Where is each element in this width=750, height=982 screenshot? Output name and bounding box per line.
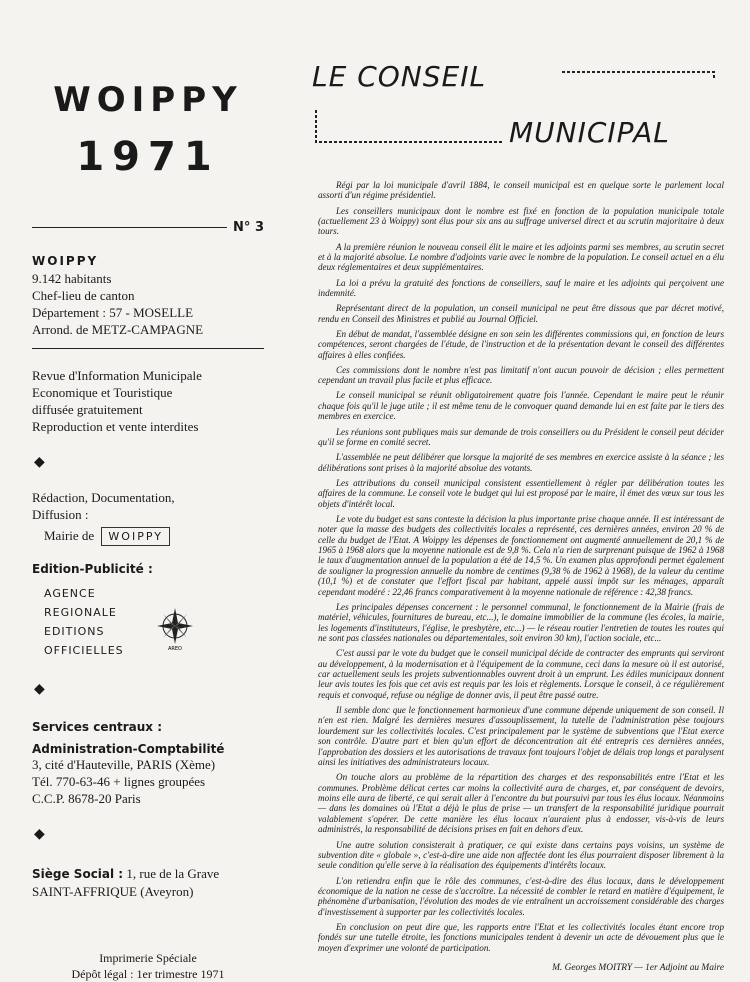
article-paragraph: Les réunions sont publiques mais sur demande de trois conseillers ou du Président le conseil peut décider qu'il se forme en comité secret. [318, 426, 724, 447]
town-line: 9.142 habitants [32, 271, 112, 286]
imprint-line: Imprimerie Spéciale [99, 951, 197, 965]
town-info [32, 253, 264, 338]
agency-line: REGIONALE [44, 606, 117, 619]
left-column [32, 80, 264, 982]
services-line: Tél. 770-63-46 + lignes groupées [32, 774, 206, 789]
right-column [304, 58, 724, 974]
masthead-year: 1971 [76, 134, 220, 180]
mairie-name: WOIPPY [101, 527, 170, 546]
issue-number: N° 3 [233, 220, 264, 235]
redaction-line: Diffusion : [32, 507, 89, 522]
services-sub: Administration-Comptabilité [32, 742, 225, 756]
review-line: Revue d'Information Municipale [32, 368, 202, 383]
article-paragraph: C'est aussi par le vote du budget que le conseil municipal décide de contracter des emprunts qui serviront au développement, à la modernisation et à l'équipement de la commune, ceci dans la mesure où il est autorisé, car actuellement seuls les projets subventionnables ouvrent droit à un emprunt. Les édiles municipaux donnent leur avis toutes les fois que cet avis est requis par les lois et règlements. Lorsque le conseil, à ce régulièrement requis et convoqué, refuse ou néglige de donner avis, il peut être passé outre. [318, 648, 724, 700]
diamond-bullet-icon: ◆ [34, 455, 45, 470]
siege-line: SAINT-AFFRIQUE (Aveyron) [32, 884, 194, 899]
logo-text: AREO [168, 646, 182, 652]
article-paragraph: Le vote du budget est sans conteste la décision la plus importante prise chaque année. Il est intéressant de noter que la masse des budgets des collectivités locales a représenté, ces dernières années, environ 20 % de celle du budget de l'Etat. A Woippy les dépenses de fonctionnement ont augmenté annuellement de 20,1 % de 1965 à 1968 alors que la moyenne nationale est de 9,8 %. Cela n'a rien de surprenant puisque de 1962 à 1968 le taux d'augmentation annuel de la population a été de 14,5 %. Un examen plus approfondi permet également de souligner la progression annuelle du nombre de centimes (9,38 % de 1962 à 1968), de la valeur du centime (10,1 %) et de constater que l'effort fiscal par habitant, appelé aussi impôt sur les ménages, apparaît cependant modéré : 22,46 francs comparativement à la moyenne nationale de référence : 42,38 francs. [318, 513, 724, 597]
headline-part2: MUNICIPAL [509, 116, 670, 149]
article-paragraph: En début de mandat, l'assemblée désigne en son sein les différentes commissions qui, en fonction de leurs compétences, seront chargées de l'étude, de l'instruction et de la présentation devant le conseil des différentes affaires à elles confiées. [318, 328, 724, 360]
agency-line: AGENCE [44, 587, 96, 600]
town-name: WOIPPY [32, 254, 99, 268]
siege-line: 1, rue de la Grave [126, 866, 220, 881]
issue-row [32, 220, 264, 235]
article-paragraph: Régi par la loi municipale d'avril 1884, le conseil municipal est en quelque sorte le parlement local assorti d'un régime présidentiel. [318, 180, 724, 201]
divider [32, 348, 264, 349]
mairie-row [32, 527, 264, 546]
masthead-title: WOIPPY [53, 80, 243, 120]
services-line: 3, cité d'Hauteville, PARIS (Xème) [32, 757, 216, 772]
edition-heading: Edition-Publicité : [32, 562, 153, 576]
article-paragraph: Le conseil municipal se réunit obligatoirement quatre fois l'année. Cependant le maire peut le réunir chaque fois qu'il le juge utile ; il est même tenu de le convoquer quand demande lui en est faite par le tiers des membres en exercice. [318, 390, 724, 422]
siege-label: Siège Social : [32, 867, 124, 881]
article-paragraph: On touche alors au problème de la répartition des charges et des responsabilités entre l'Etat et les communes. Problème délicat certes car moins la collectivité aura de charges, et, par conséquent de devoirs, moins elle aura de liberté, ce qui serait aller à l'encontre du but poursuivi par tous les élus locaux. Néanmoins — dans les domaines où l'Etat a déjà le plus de prise — un transfert de la responsabilité juridique pourrait valablement s'opérer. De cette manière les élus locaux n'auraient plus à endosser, vis-à-vis de leurs administrés, la responsabilité de décisions prises en fait en dehors d'eux. [318, 772, 724, 835]
agency-block [32, 584, 264, 660]
town-line: Arrond. de METZ-CAMPAGNE [32, 322, 204, 337]
imprint-line: Dépôt légal : 1er trimestre 1971 [71, 967, 225, 981]
siege-block [32, 865, 264, 900]
agency-line: OFFICIELLES [44, 644, 124, 657]
mairie-label: Mairie de [44, 528, 95, 543]
article-paragraph: Ces commissions dont le nombre n'est pas limitatif n'ont aucun pouvoir de décision ; elles permettent cependant un travail plus facile et plus efficace. [318, 364, 724, 386]
agency-lines [32, 584, 264, 660]
headline [304, 58, 724, 158]
services-line: C.C.P. 8678-20 Paris [32, 791, 141, 806]
review-info [32, 367, 264, 435]
services-block [32, 720, 264, 807]
compass-rose-icon [150, 602, 200, 652]
article-paragraph: L'on retiendra enfin que le rôle des communes, c'est-à-dire des élus locaux, dans le développement économique de la nation ne cesse de s'accroître. La nécessité de combler le retard en matière d'équipement, le phénomène d'urbanisation, l'évolution des modes de vie entraînent un accroissement considérable des charges d'investissement à supporter par les collectivités locales. [318, 875, 724, 917]
article-paragraph: Une autre solution consisterait à pratiquer, ce qui existe dans certains pays voisins, un système de subvention dite « globale », c'est-à-dire une aide non affectée dont les élus pourraient disposer librement à la seule condition qu'elle serve à la réalisation des équipements d'intérêts locaux. [318, 839, 724, 871]
review-line: diffusée gratuitement [32, 402, 143, 417]
article-paragraph: La loi a prévu la gratuité des fonctions de conseillers, sauf le maire et les adjoints qui perçoivent une indemnité. [318, 277, 724, 299]
article-paragraph: L'assemblée ne peut délibérer que lorsque la majorité de ses membres en exercice assiste à la séance ; les délibérations sont prises à la majorité absolue des votants. [318, 452, 724, 473]
redaction-line: Rédaction, Documentation, [32, 490, 175, 505]
article-paragraph: En conclusion on peut dire que, les rapports entre l'Etat et les collectivités locales étant encore trop fondés sur une tutelle étroite, les fonctions municipales tendent à devenir un acte de dévouement plus que le moyen d'exprimer une volonté de participation. [318, 921, 724, 953]
headline-part1: LE CONSEIL [312, 60, 487, 93]
article-paragraph: A la première réunion le nouveau conseil élit le maire et les adjoints parmi ses membres, au scrutin secret et à la majorité absolue. Le nombre d'adjoints varie avec le nombre de la population. Le conseil actuel en a élu deux réglementaires et deux supplémentaires. [318, 241, 724, 273]
article-paragraph: Il semble donc que le fonctionnement harmonieux d'une commune dépende uniquement de son conseil. Il n'en est rien. Malgré les dernières mesures d'assouplissement, la tutelle de l'administration pèse toujours lourdement sur les collectivités locales. C'est principalement par le système de subventions que l'Etat exerce son contrôle. D'autre part et bien qu'un effort de déconcentration ait été entrepris ces dernières années, l'approbation des dossiers et les autorisations de travaux font toujours l'objet de délais trop longs et paralysent ainsi les initiatives des administrateurs locaux. [318, 705, 724, 768]
article-signature: M. Georges MOITRY — 1er Adjoint au Maire [552, 963, 724, 974]
agency-line: EDITIONS [44, 625, 105, 638]
article-paragraph: Les principales dépenses concernent : le personnel communal, le fonctionnement de la Mairie (frais de matériel, véhicules, fournitures de bureau, etc...), le domaine immobilier de la commune (les écoles, la mairie, les logements d'instituteurs, l'église, le presbytère, etc...) — le réseau routier l'entretien de toutes les routes qui ne sont pas classées nationales ou départementales, soit environ 30 km), l'action sociale, etc... [318, 601, 724, 643]
redaction-info [32, 489, 264, 546]
services-heading: Services centraux : [32, 720, 163, 734]
review-line: Economique et Touristique [32, 385, 173, 400]
review-line: Reproduction et vente interdites [32, 419, 199, 434]
article-body [304, 180, 724, 974]
article-paragraph: Représentant direct de la population, un conseil municipal ne peut être dissous que par décret motivé, rendu en Conseil des Ministres et publié au Journal Officiel. [318, 303, 724, 324]
town-line: Chef-lieu de canton [32, 288, 135, 303]
issue-rule [32, 227, 227, 228]
imprint [32, 950, 264, 982]
diamond-bullet-icon: ◆ [34, 682, 45, 697]
article-paragraph: Les conseillers municipaux dont le nombre est fixé en fonction de la population municipale totale (actuellement 23 à Woippy) sont élus pour six ans au suffrage universel direct et au scrutin majoritaire à deux tours. [318, 205, 724, 237]
town-line: Département : 57 - MOSELLE [32, 305, 194, 320]
diamond-bullet-icon: ◆ [34, 827, 45, 842]
article-paragraph: Les attributions du conseil municipal consistent essentiellement à régler par délibération toutes les affaires de la commune. Le conseil vote le budget qui lui est proposé par le maire, il émet des vœux sur tous les objets d'intérêt local. [318, 477, 724, 509]
